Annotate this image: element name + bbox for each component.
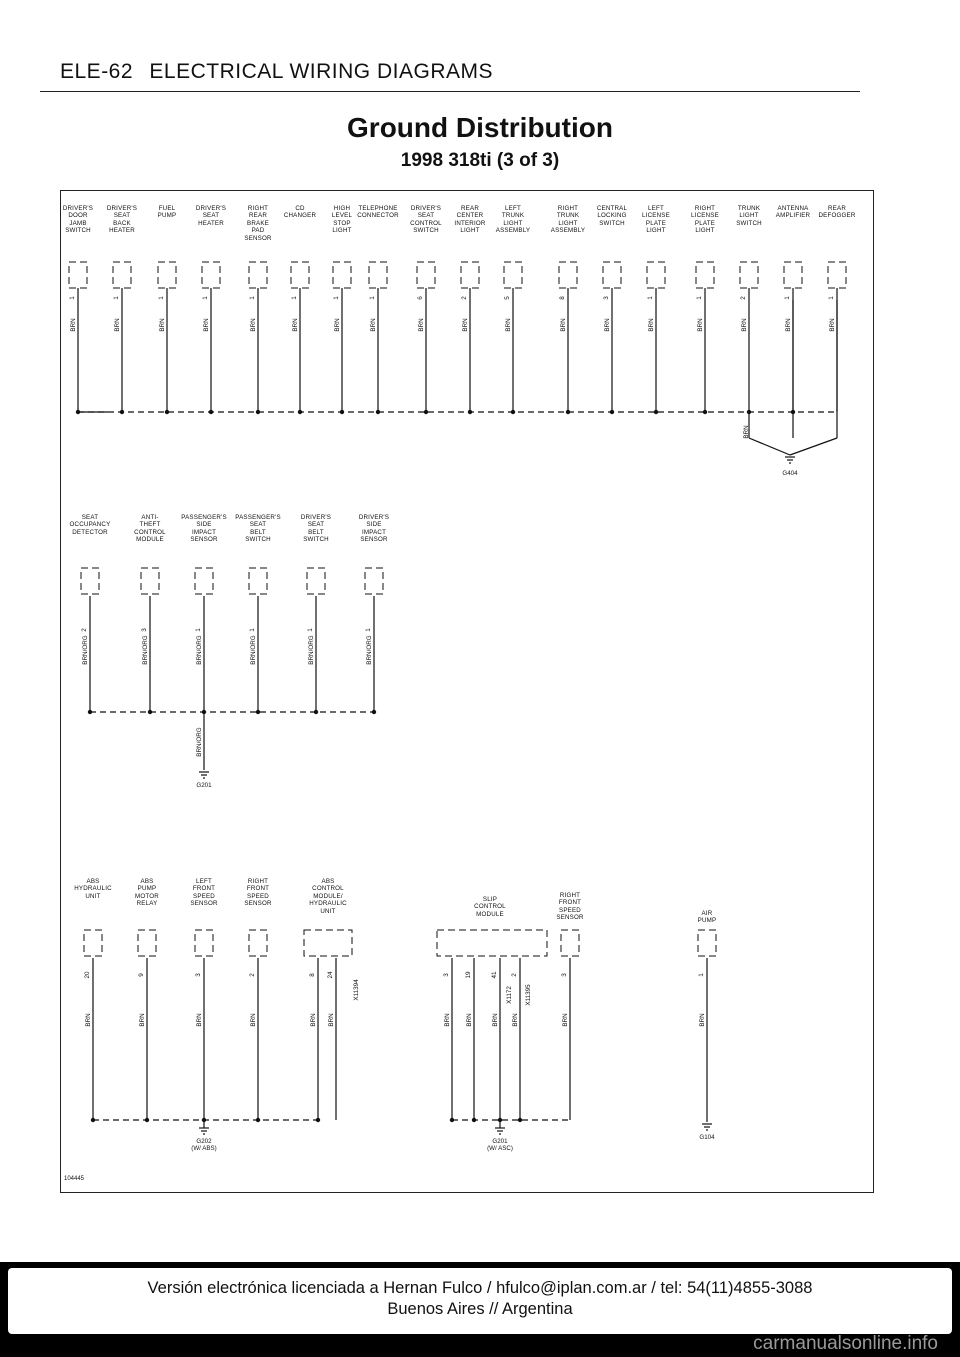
pin-number: 3 bbox=[561, 973, 568, 977]
wire-color-label: BRN bbox=[114, 318, 121, 332]
pin-number: 2 bbox=[249, 973, 256, 977]
wire-color-label: BRN bbox=[785, 318, 792, 332]
component-label: ABS CONTROL MODULE/ HYDRAULIC UNIT bbox=[309, 878, 347, 915]
connector-box bbox=[202, 262, 220, 288]
connector-box bbox=[696, 262, 714, 288]
pin-number: 1 bbox=[365, 628, 372, 632]
connector-box bbox=[195, 930, 213, 956]
connector-box bbox=[417, 262, 435, 288]
ground-label: G404 bbox=[782, 470, 798, 477]
ground-label: G104 bbox=[699, 1134, 715, 1141]
component-label: ANTI- THEFT CONTROL MODULE bbox=[134, 514, 166, 544]
component-label: TELEPHONE CONNECTOR bbox=[357, 205, 399, 220]
pin-number: 8 bbox=[559, 296, 566, 300]
wire-color-label: BRN/ORG bbox=[250, 635, 257, 665]
component-label: DRIVER'S SEAT BELT SWITCH bbox=[300, 514, 332, 544]
component-label: DRIVER'S SIDE IMPACT SENSOR bbox=[358, 514, 390, 544]
pin-number: 1 bbox=[158, 296, 165, 300]
wire-color-label: BRN bbox=[512, 1013, 519, 1027]
diagram-title: Ground Distribution bbox=[347, 112, 613, 143]
component-label: PASSENGER'S SIDE IMPACT SENSOR bbox=[181, 514, 227, 544]
pin-number: 9 bbox=[138, 973, 145, 977]
wire-color-label: BRN bbox=[743, 425, 750, 439]
wire-color-label: BRN bbox=[699, 1013, 706, 1027]
wire-color-label: BRN bbox=[159, 318, 166, 332]
component-label: SLIP CONTROL MODULE bbox=[474, 896, 506, 918]
pin-number: 3 bbox=[141, 628, 148, 632]
ground-label: G201 bbox=[196, 782, 212, 789]
connector-box bbox=[828, 262, 846, 288]
pin-number: 1 bbox=[202, 296, 209, 300]
connector-box bbox=[249, 568, 267, 594]
page-number: ELE-62 bbox=[60, 60, 134, 83]
wire-color-label: BRN bbox=[829, 318, 836, 332]
wire-color-label: BRN/ORG bbox=[308, 635, 315, 665]
wire-color-label: BRN bbox=[418, 318, 425, 332]
wire-color-label: BRN bbox=[250, 318, 257, 332]
wire-color-label: BRN bbox=[370, 318, 377, 332]
wire-color-label: BRN bbox=[444, 1013, 451, 1027]
component-label: REAR CENTER INTERIOR LIGHT bbox=[454, 205, 486, 235]
ground-wire bbox=[749, 438, 790, 455]
splice-dot bbox=[424, 410, 428, 414]
pin-number: 19 bbox=[465, 971, 472, 979]
license-line-1: Versión electrónica licenciada a Hernan Fulco / hfulco@iplan.com.ar / tel: 54(11)4855-3088 bbox=[147, 1279, 813, 1297]
component-label: AIR PUMP bbox=[697, 910, 717, 925]
pin-number: 1 bbox=[369, 296, 376, 300]
component-label: REAR DEFOGGER bbox=[818, 205, 856, 220]
connector-box bbox=[561, 930, 579, 956]
connector-box bbox=[249, 262, 267, 288]
pin-number: 1 bbox=[307, 628, 314, 632]
component-label: FUEL PUMP bbox=[157, 205, 177, 220]
wire-color-label: BRN bbox=[697, 318, 704, 332]
wire-color-label: BRN bbox=[492, 1013, 499, 1027]
pin-number: 8 bbox=[309, 973, 316, 977]
connector-box bbox=[304, 930, 352, 956]
connector-box bbox=[291, 262, 309, 288]
pin-number: 1 bbox=[249, 628, 256, 632]
component-label: CD CHANGER bbox=[283, 205, 317, 220]
wire-color-label: BRN bbox=[462, 318, 469, 332]
component-label: PASSENGER'S SEAT BELT SWITCH bbox=[235, 514, 281, 544]
component-label: SEAT OCCUPANCY DETECTOR bbox=[69, 514, 111, 536]
wire-color-label: BRN bbox=[560, 318, 567, 332]
wire-color-label: BRN bbox=[741, 318, 748, 332]
component-label: ANTENNA AMPLIFIER bbox=[775, 205, 811, 220]
wire-color-label: BRN bbox=[328, 1013, 335, 1027]
connector-box bbox=[784, 262, 802, 288]
pin-number: 24 bbox=[327, 971, 334, 979]
wire-color-label: BRN bbox=[203, 318, 210, 332]
connector-box bbox=[141, 568, 159, 594]
pin-number: 1 bbox=[291, 296, 298, 300]
ground-wire bbox=[790, 438, 837, 455]
section-title: ELECTRICAL WIRING DIAGRAMS bbox=[149, 60, 493, 83]
connector-box bbox=[461, 262, 479, 288]
pin-number: 2 bbox=[740, 296, 747, 300]
connector-box bbox=[365, 568, 383, 594]
watermark: carmanualsonline.info bbox=[753, 1333, 938, 1354]
ground-label: G201 (W/ ASC) bbox=[487, 1138, 513, 1153]
connector-box bbox=[307, 568, 325, 594]
wire-color-label: BRN/ORG bbox=[196, 727, 203, 757]
component-label: ABS HYDRAULIC UNIT bbox=[74, 878, 112, 900]
pin-number: 41 bbox=[491, 971, 498, 979]
connector-box bbox=[504, 262, 522, 288]
pin-number: 1 bbox=[647, 296, 654, 300]
splice-dot bbox=[256, 710, 260, 714]
wire-color-label: BRN bbox=[562, 1013, 569, 1027]
connector-box bbox=[559, 262, 577, 288]
wire-color-label: BRN bbox=[70, 318, 77, 332]
pin-number: 1 bbox=[784, 296, 791, 300]
pin-number: 5 bbox=[504, 296, 511, 300]
component-label: CENTRAL LOCKING SWITCH bbox=[596, 205, 628, 227]
component-label: TRUNK LIGHT SWITCH bbox=[736, 205, 762, 227]
wire-color-label: BRN bbox=[604, 318, 611, 332]
component-label: RIGHT REAR BRAKE PAD SENSOR bbox=[244, 205, 272, 242]
component-label: RIGHT TRUNK LIGHT ASSEMBLY bbox=[550, 205, 586, 235]
pin-number: 1 bbox=[69, 296, 76, 300]
connector-box bbox=[647, 262, 665, 288]
pin-number: 1 bbox=[113, 296, 120, 300]
wire-color-label: BRN bbox=[505, 318, 512, 332]
pin-number: 1 bbox=[333, 296, 340, 300]
connector-box bbox=[740, 262, 758, 288]
license-line-2: Buenos Aires // Argentina bbox=[387, 1300, 573, 1318]
connector-box bbox=[113, 262, 131, 288]
pin-number: 1 bbox=[696, 296, 703, 300]
connector-box bbox=[81, 568, 99, 594]
component-label: HIGH LEVEL STOP LIGHT bbox=[331, 205, 353, 235]
ground-label: G202 (W/ ABS) bbox=[191, 1138, 217, 1153]
component-label: RIGHT FRONT SPEED SENSOR bbox=[556, 892, 584, 922]
wire-color-label: BRN/ORG bbox=[142, 635, 149, 665]
connector-box bbox=[84, 930, 102, 956]
pin-number: 1 bbox=[698, 973, 705, 977]
connector-box bbox=[333, 262, 351, 288]
pin-number: 1 bbox=[195, 628, 202, 632]
connector-id: X11394 bbox=[353, 979, 360, 1001]
wire-color-label: BRN bbox=[85, 1013, 92, 1027]
wire-color-label: BRN bbox=[139, 1013, 146, 1027]
splice-dot bbox=[518, 1118, 522, 1122]
pin-number: 2 bbox=[81, 628, 88, 632]
wire-color-label: BRN bbox=[196, 1013, 203, 1027]
connector-box bbox=[249, 930, 267, 956]
pin-number: 3 bbox=[603, 296, 610, 300]
connector-box bbox=[195, 568, 213, 594]
wire-color-label: BRN/ORG bbox=[196, 635, 203, 665]
splice-dot bbox=[654, 410, 658, 414]
pin-number: 1 bbox=[828, 296, 835, 300]
component-label: DRIVER'S SEAT HEATER bbox=[195, 205, 227, 227]
component-label: ABS PUMP MOTOR RELAY bbox=[135, 878, 159, 908]
pin-number: 3 bbox=[195, 973, 202, 977]
pin-number: 20 bbox=[84, 971, 91, 979]
wire-color-label: BRN bbox=[310, 1013, 317, 1027]
connector-box bbox=[437, 930, 547, 956]
wire-color-label: BRN bbox=[648, 318, 655, 332]
component-label: DRIVER'S SEAT CONTROL SWITCH bbox=[410, 205, 442, 235]
diagram-subtitle: 1998 318ti (3 of 3) bbox=[400, 150, 560, 171]
pin-number: 3 bbox=[443, 973, 450, 977]
pin-number: 2 bbox=[461, 296, 468, 300]
wire-color-label: BRN bbox=[250, 1013, 257, 1027]
connector-box bbox=[158, 262, 176, 288]
pin-number: 6 bbox=[417, 296, 424, 300]
connector-box bbox=[69, 262, 87, 288]
connector-box bbox=[698, 930, 716, 956]
doc-number: 104445 bbox=[64, 1176, 85, 1182]
pin-number: 2 bbox=[511, 973, 518, 977]
wire-color-label: BRN bbox=[292, 318, 299, 332]
connector-id: X11395 bbox=[525, 984, 532, 1006]
wire-color-label: BRN bbox=[466, 1013, 473, 1027]
component-label: RIGHT FRONT SPEED SENSOR bbox=[244, 878, 272, 908]
component-label: LEFT LICENSE PLATE LIGHT bbox=[642, 205, 670, 235]
component-label: RIGHT LICENSE PLATE LIGHT bbox=[691, 205, 719, 235]
pin-number: 1 bbox=[249, 296, 256, 300]
connector-box bbox=[138, 930, 156, 956]
connector-box bbox=[603, 262, 621, 288]
component-label: LEFT FRONT SPEED SENSOR bbox=[190, 878, 218, 908]
component-label: DRIVER'S SEAT BACK HEATER bbox=[106, 205, 138, 235]
component-label: DRIVER'S DOOR JAMB SWITCH bbox=[62, 205, 94, 235]
wire-color-label: BRN/ORG bbox=[82, 635, 89, 665]
wire-color-label: BRN/ORG bbox=[366, 635, 373, 665]
connector-id: X1172 bbox=[506, 986, 513, 1004]
component-label: LEFT TRUNK LIGHT ASSEMBLY bbox=[495, 205, 531, 235]
connector-box bbox=[369, 262, 387, 288]
wire-color-label: BRN bbox=[334, 318, 341, 332]
